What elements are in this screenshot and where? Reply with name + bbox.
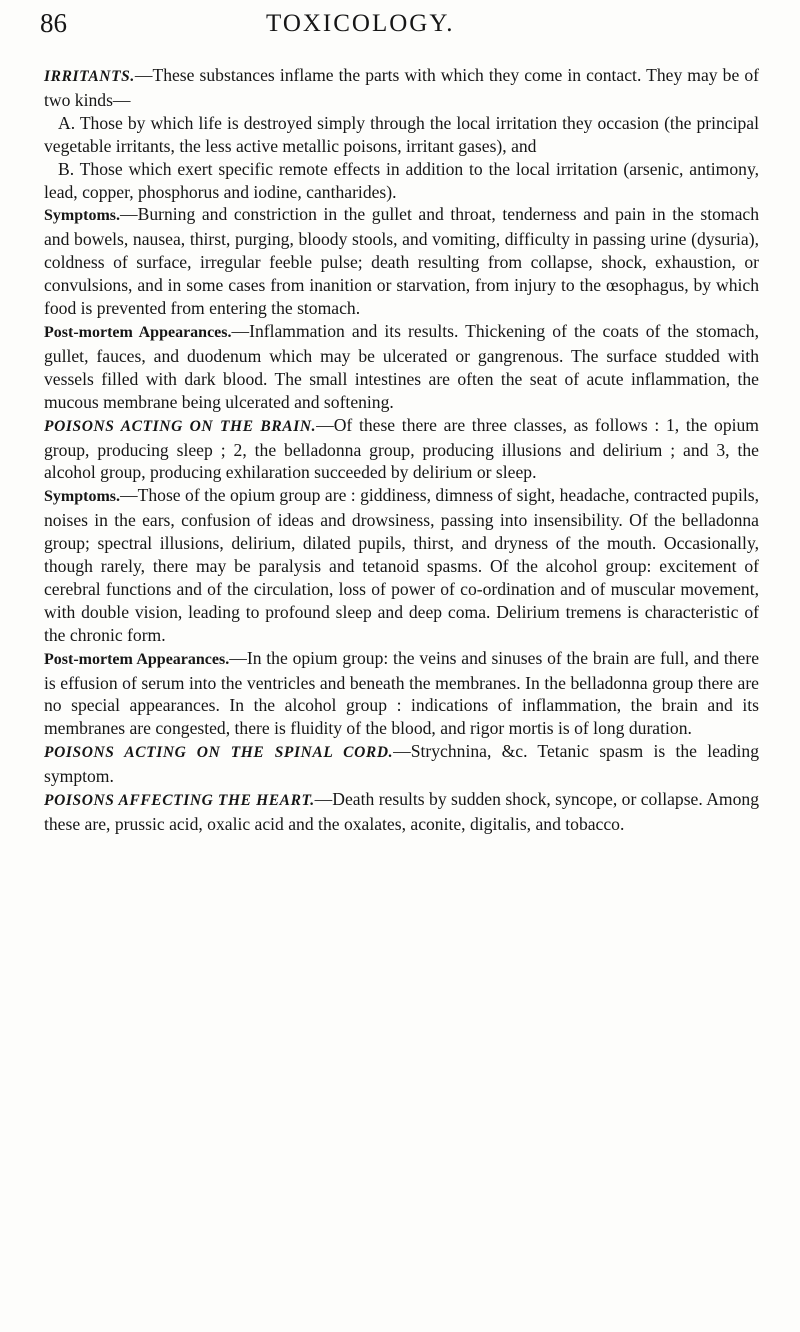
paragraph-kind-a [44, 112, 759, 158]
paragraph-text: —In the opium group: the veins and sinuses of the brain are full, and there is effusion of serum into the ventricles and beneath the membranes. In the belladonna group there are no special appearances. In the alcohol group : indications of inflammation, the brain and its membranes are congested, there is fluidity of the blood, and rigor mortis is of long duration. [44, 647, 760, 739]
subsection-heading: Post-mortem Appearances. [44, 650, 230, 668]
paragraph-text: A. Those by which life is destroyed simply through the local irritation they occasion (the principal vegetable irritants, the less active metallic poisons, irritant gases), and [44, 112, 759, 156]
paragraph-spinal-cord-poisons [44, 740, 759, 788]
paragraph-brain-symptoms [44, 484, 759, 646]
subsection-heading: Symptoms. [44, 207, 121, 225]
paragraph-irritant-post-mortem [44, 320, 759, 414]
page-header [40, 8, 760, 48]
section-heading: IRRITANTS. [44, 68, 135, 85]
paragraph-text: —Of these there are three classes, as follows : 1, the opium group, producing sleep ; 2, the belladonna group, producing illusions and delirium ; and 3, the alcohol group, producing exhilaration succeeded by delirium or sleep. [44, 414, 759, 483]
paragraph-text: —Inflammation and its results. Thickening of the coats of the stomach, gullet, fauces, and duodenum which may be ulcerated or gangrenous. The surface studded with vessels filled with dark blood. The small intestines are often the seat of acute inflammation, the mucous membrane being ulcerated and softening. [44, 320, 760, 412]
section-heading: POISONS ACTING ON THE SPINAL CORD. [44, 744, 394, 762]
paragraph-brain-post-mortem [44, 647, 759, 741]
paragraph-text: —Those of the opium group are : giddiness, dimness of sight, headache, contracted pupils, noises in the ears, confusion of ideas and drowsiness, passing into insensibility. Of the belladonna group; spectral illusions, delirium, dilated pupils, thirst, and dryness of the mouth. Occasionally, though rarely, there may be paralysis and tetanoid spasms. Of the alcohol group: excitement of cerebral functions and of the circulation, loss of power of co-ordination and of muscular movement, with double vision, leading to profound sleep and deep coma. Delirium tremens is characteristic of the chronic form. [44, 485, 759, 645]
page-body [44, 64, 759, 836]
paragraph-text: —Burning and constriction in the gullet and throat, tenderness and pain in the stomach and bowels, nausea, thirst, purging, bloody stools, and vomiting, difficulty in passing urine (dysuria), coldness of surface, irregular feeble pulse; death resulting from collapse, shock, exhaustion, or convulsions, and in some cases from inanition or starvation, from injury to the œsophagus, by which food is prevented from entering the stomach. [44, 204, 759, 319]
paragraph-text: —Death results by sudden shock, syncope, or collapse. Among these are, prussic acid, oxalic acid and the oxalates, aconite, digitalis, and tobacco. [44, 789, 759, 834]
subsection-heading: Post-mortem Appearances. [44, 323, 232, 341]
paragraph-text: —These substances inflame the parts with which they come in contact. They may be of two kinds— [44, 65, 759, 110]
running-title: TOXICOLOGY. [266, 10, 455, 37]
paragraph-text: —Strychnina, &c. Tetanic spasm is the leading symptom. [44, 741, 759, 787]
paragraph-kind-b [44, 158, 759, 204]
subsection-heading: Symptoms. [44, 488, 121, 506]
section-heading: POISONS ACTING ON THE BRAIN. [44, 417, 317, 435]
paragraph-text: B. Those which exert specific remote effects in addition to the local irritation (arsenic, antimony, lead, copper, phosphorus and iodine, cantharides). [44, 158, 759, 202]
paragraph-irritants [44, 64, 759, 112]
paragraph-heart-poisons [44, 788, 759, 836]
page-number: 86 [40, 8, 67, 38]
section-heading: POISONS AFFECTING THE HEART. [44, 792, 315, 810]
paragraph-brain-poisons [44, 414, 759, 485]
paragraph-irritant-symptoms [44, 203, 759, 320]
